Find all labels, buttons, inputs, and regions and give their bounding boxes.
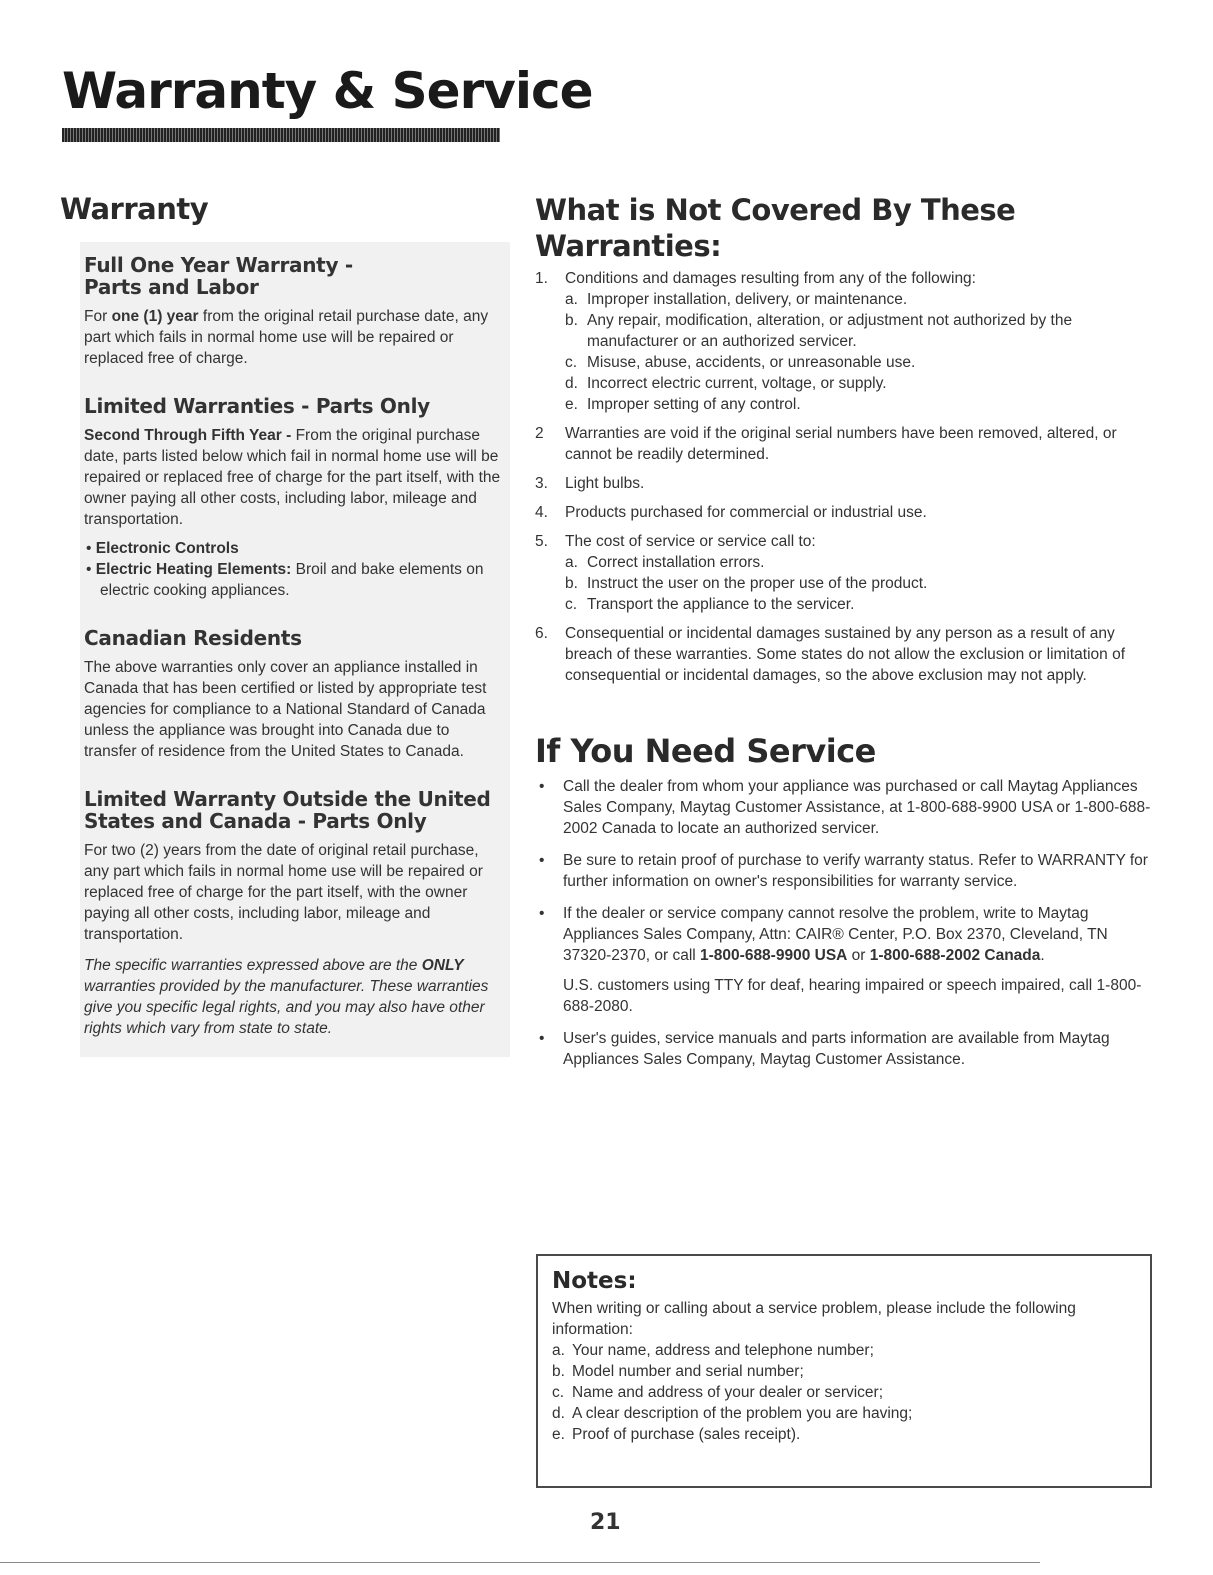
sub-list-item: a. Correct installation errors. [565, 554, 765, 571]
list-item: • User's guides, service manuals and parts information are available from Maytag Appliances Sales Company, Maytag Customer Assistance. [539, 1030, 1110, 1068]
sub-list-item: b. Any repair, modification, alteration, or adjustment not authorized by the manufacturer or an authorized servicer. [565, 312, 1073, 350]
bottom-divider [0, 1562, 1040, 1563]
limited-parts-body: From the original purchase date, parts listed below which fail in normal home use will be repaired or replaced free of charge for the part itself, with the owner paying all other costs, including labor, mileage and transportation. [84, 427, 501, 528]
limited-parts-period: Second Through Fifth Year - [84, 427, 292, 444]
limited-parts-title: Limited Warranties - Parts Only [84, 394, 430, 418]
full-year-body: from the original retail purchase date, any part which fails in normal home use will be repaired or replaced free of charge. [84, 308, 489, 367]
page-title: Warranty & Service [62, 62, 593, 120]
tty-note: U.S. customers using TTY for deaf, hearing impaired or speech impaired, call 1-800-688-2080. [563, 977, 1142, 1015]
full-year-warranty-block [84, 254, 502, 369]
warranty-heading: Warranty [60, 192, 209, 226]
list-item: 1. Conditions and damages resulting from any of the following: a. Improper installation, delivery, or maintenance. b. Any repair, modification, alteration, or adjustment not authorized by the manufacturer or an authorized servicer. c. Misuse, abuse, accidents, or unreasonable use. d. Incorrect electric current, voltage, or supply. e. Improper setting of any control. [535, 268, 1155, 415]
service-list [535, 776, 1155, 1070]
page-number: 21 [590, 1510, 621, 1535]
canadian-residents-title: Canadian Residents [84, 626, 302, 650]
limited-parts-block [84, 395, 502, 601]
outside-us-block [84, 788, 502, 1039]
notes-heading: Notes: [552, 1268, 637, 1294]
notes-box [536, 1254, 1152, 1488]
sub-list-item: d. Incorrect electric current, voltage, or supply. [565, 375, 887, 392]
list-item: 3. Light bulbs. [535, 475, 645, 492]
warranty-shaded-box [80, 242, 510, 1057]
list-item: a. Your name, address and telephone number; [552, 1342, 874, 1359]
list-item: e. Proof of purchase (sales receipt). [552, 1426, 801, 1443]
list-item: 5. The cost of service or service call to: a. Correct installation errors. b. Instruct the user on the proper use of the product. c. Transport the appliance to the servicer. [535, 531, 1155, 615]
list-item: 2 Warranties are void if the original serial numbers have been removed, altered, or cannot be readily determined. [535, 425, 1117, 463]
list-item: c. Name and address of your dealer or servicer; [552, 1384, 884, 1401]
canada-phone: 1-800-688-2002 Canada [869, 947, 1041, 964]
canadian-residents-block [84, 627, 502, 762]
full-year-title-line1: Full One Year Warranty - [84, 253, 353, 277]
sub-list-item: c. Misuse, abuse, accidents, or unreasonable use. [565, 354, 916, 371]
sub-list [565, 289, 1155, 415]
limited-parts-text [84, 425, 502, 530]
list-item: d. A clear description of the problem you are having; [552, 1405, 913, 1422]
list-item: • If the dealer or service company cannot resolve the problem, write to Maytag Appliances Sales Company, Attn: CAIR® Center, P.O. Box 2370, Cleveland, TN 37320-2370, or call 1-800-688-9900 USA or 1-800-688-2002 Canada. U.S. customers using TTY for deaf, hearing impaired or speech impaired, call 1-800-688-2080. [535, 903, 1155, 1017]
full-year-duration: one (1) year [111, 308, 199, 325]
not-covered-list [535, 268, 1155, 686]
usa-phone: 1-800-688-9900 USA [700, 947, 848, 964]
sub-list-item: a. Improper installation, delivery, or maintenance. [565, 291, 908, 308]
bullet-electronic-controls: • Electronic Controls [86, 540, 239, 557]
warranty-disclaimer: The specific warranties expressed above are the ONLY warranties provided by the manufacturer. These warranties give you specific legal rights, and you may also have other rights which vary from state to state. [84, 957, 489, 1037]
list-item: • Call the dealer from whom your appliance was purchased or call Maytag Appliances Sales Company, Maytag Customer Assistance, at 1-800-688-9900 USA or 1-800-688-2002 Canada to locate an authorized servicer. [539, 778, 1151, 837]
list-item: • Be sure to retain proof of purchase to verify warranty status. Refer to WARRANTY for further information on owner's responsibilities for warranty service. [539, 852, 1148, 890]
notes-intro: When writing or calling about a service problem, please include the following information: [552, 1300, 1076, 1338]
title-underline [62, 128, 500, 142]
sub-list-item: c. Transport the appliance to the servicer. [565, 596, 855, 613]
canadian-residents-text: The above warranties only cover an appliance installed in Canada that has been certified or listed by appropriate test agencies for compliance to a National Standard of Canada unless the appliance was brought into Canada due to transfer of residence from the United States to Canada. [84, 659, 487, 760]
warranty-column [60, 192, 510, 1057]
list-item: 6. Consequential or incidental damages sustained by any person as a result of any breach of these warranties. Some states do not allow the exclusion or limitation of consequential or incidental damages, so the above exclusion may not apply. [535, 625, 1126, 684]
sub-list [565, 552, 1155, 615]
coverage-service-column [535, 192, 1155, 1081]
list-item: b. Model number and serial number; [552, 1363, 804, 1380]
full-year-warranty-text [84, 306, 502, 369]
service-heading: If You Need Service [535, 732, 876, 770]
not-covered-heading: What is Not Covered By These Warranties: [535, 193, 1016, 263]
sub-list-item: e. Improper setting of any control. [565, 396, 801, 413]
full-year-title-line2: Parts and Labor [84, 275, 259, 299]
outside-us-text: For two (2) years from the date of original retail purchase, any part which fails in normal home use will be repaired or replaced free of charge for the part itself, with the owner paying all other costs, including labor, mileage and transportation. [84, 842, 483, 943]
full-year-warranty-title [84, 254, 502, 298]
outside-us-title: Limited Warranty Outside the United States and Canada - Parts Only [84, 787, 491, 833]
list-item: 4. Products purchased for commercial or industrial use. [535, 504, 927, 521]
full-year-prefix: For [84, 308, 112, 325]
sub-list-item: b. Instruct the user on the proper use of the product. [565, 575, 928, 592]
notes-list [552, 1340, 1136, 1445]
bullet-heating-elements: • Electric Heating Elements: Broil and bake elements on electric cooking appliances. [86, 561, 484, 599]
